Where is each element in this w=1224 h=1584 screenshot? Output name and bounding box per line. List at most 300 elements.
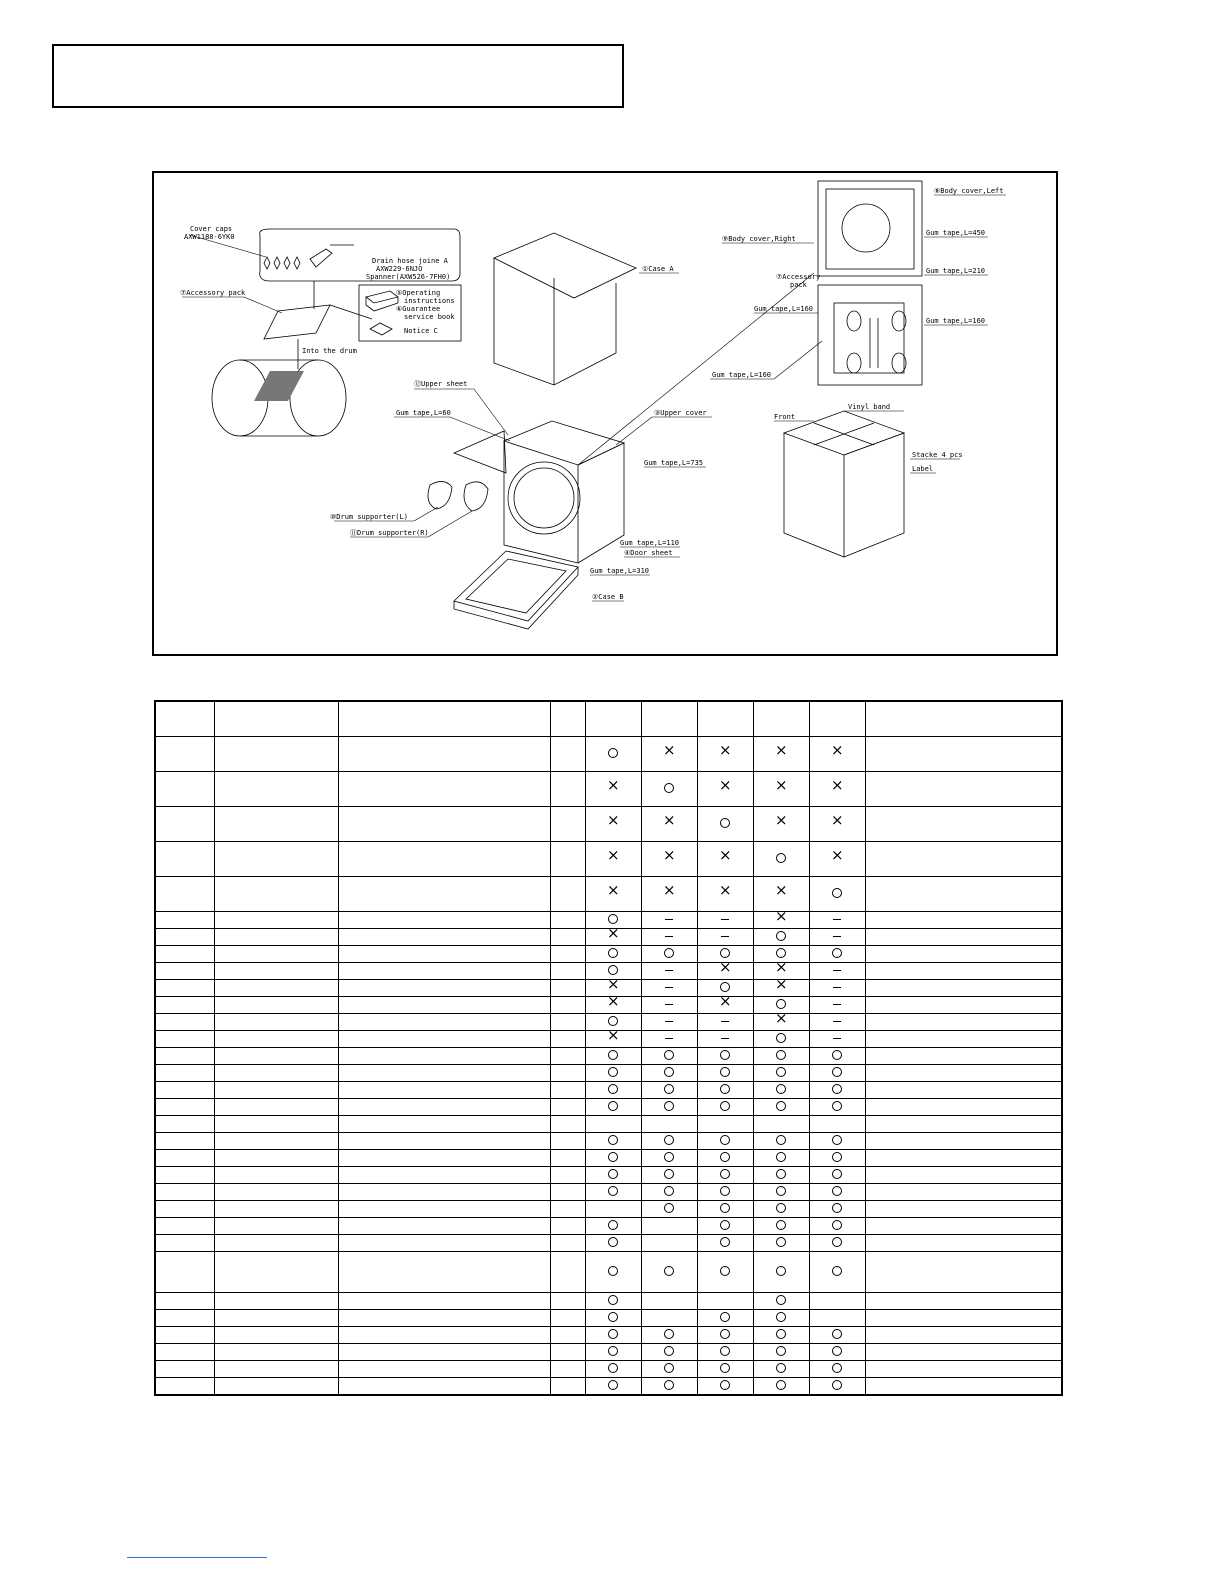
table-cell	[865, 1116, 1062, 1133]
table-cell	[697, 1082, 753, 1099]
table-cell	[338, 1048, 550, 1065]
circle-mark-icon	[664, 1101, 674, 1111]
circle-mark-icon	[832, 1186, 842, 1196]
table-cell	[809, 1293, 865, 1310]
table-cell	[155, 1150, 214, 1167]
drum-supporter-right	[464, 482, 488, 511]
table-cell	[585, 997, 641, 1014]
pack-in-drum	[254, 371, 304, 401]
cross-mark-icon	[720, 853, 730, 863]
dash-mark-icon	[720, 914, 730, 924]
table-cell	[753, 912, 809, 929]
cross-mark-icon	[608, 931, 618, 941]
table-row	[155, 1378, 1062, 1396]
table-row	[155, 1048, 1062, 1065]
table-cell	[641, 1116, 697, 1133]
cross-mark-icon	[664, 748, 674, 758]
table-cell	[697, 1133, 753, 1150]
table-cell	[585, 1133, 641, 1150]
circle-mark-icon	[664, 1203, 674, 1213]
table-cell	[865, 807, 1062, 842]
table-cell	[550, 912, 585, 929]
cross-mark-icon	[832, 748, 842, 758]
table-cell	[753, 807, 809, 842]
dash-mark-icon	[664, 982, 674, 992]
circle-mark-icon	[776, 1050, 786, 1060]
circle-mark-icon	[664, 1084, 674, 1094]
label-body-cover-right: ⑨Body cover,Right	[722, 235, 796, 243]
circle-mark-icon	[776, 948, 786, 958]
circle-mark-icon	[720, 1084, 730, 1094]
table-cell	[550, 1167, 585, 1184]
table-cell	[753, 1014, 809, 1031]
table-cell	[641, 1082, 697, 1099]
circle-mark-icon	[720, 1266, 730, 1276]
circle-mark-icon	[720, 1363, 730, 1373]
table-cell	[809, 1150, 865, 1167]
table-cell	[550, 946, 585, 963]
table-cell	[155, 980, 214, 997]
circle-mark-icon	[720, 1067, 730, 1077]
table-cell	[155, 912, 214, 929]
circle-mark-icon	[832, 1101, 842, 1111]
table-cell	[753, 1235, 809, 1252]
cross-mark-icon	[664, 853, 674, 863]
label-label: Label	[912, 465, 934, 473]
table-cell	[865, 963, 1062, 980]
table-cell	[641, 842, 697, 877]
table-cell	[214, 701, 338, 737]
table-cell	[155, 877, 214, 912]
table-cell	[641, 946, 697, 963]
table-cell	[697, 701, 753, 737]
label-upper-cover: ③Upper cover	[654, 409, 707, 417]
circle-mark-icon	[664, 1186, 674, 1196]
table-cell	[809, 1099, 865, 1116]
table-cell	[641, 1150, 697, 1167]
circle-mark-icon	[720, 1169, 730, 1179]
label-spanner: Spanner(AXW526-7FH0)	[366, 273, 451, 281]
circle-mark-icon	[776, 1033, 786, 1043]
table-cell	[697, 1218, 753, 1235]
label-guarantee: ⑥Guarantee	[396, 305, 441, 313]
cross-mark-icon	[776, 982, 786, 992]
table-row	[155, 1184, 1062, 1201]
table-cell	[214, 1344, 338, 1361]
table-cell	[214, 912, 338, 929]
table-cell	[214, 1065, 338, 1082]
table-cell	[155, 772, 214, 807]
table-cell	[697, 772, 753, 807]
table-cell	[753, 1310, 809, 1327]
table-cell	[585, 1099, 641, 1116]
label-gum-tape-60: Gum tape,L=60	[396, 409, 451, 417]
circle-mark-icon	[832, 1084, 842, 1094]
circle-mark-icon	[720, 1050, 730, 1060]
table-cell	[809, 1133, 865, 1150]
table-cell	[697, 1031, 753, 1048]
cross-mark-icon	[832, 818, 842, 828]
circle-mark-icon	[776, 1380, 786, 1390]
table-cell	[155, 997, 214, 1014]
table-cell	[809, 1252, 865, 1293]
table-cell	[214, 737, 338, 772]
table-cell	[550, 877, 585, 912]
label-drum-supporter-l: ⑩Drum supporter(L)	[330, 513, 408, 521]
table-cell	[585, 1150, 641, 1167]
table-cell	[214, 1133, 338, 1150]
circle-mark-icon	[664, 783, 674, 793]
circle-mark-icon	[664, 1067, 674, 1077]
dash-mark-icon	[832, 914, 842, 924]
circle-mark-icon	[664, 1169, 674, 1179]
table-cell	[155, 737, 214, 772]
table-cell	[550, 737, 585, 772]
circle-mark-icon	[608, 1135, 618, 1145]
table-cell	[753, 772, 809, 807]
table-row	[155, 1167, 1062, 1184]
circle-mark-icon	[720, 1186, 730, 1196]
circle-mark-icon	[832, 1135, 842, 1145]
table-cell	[338, 1218, 550, 1235]
table-cell	[214, 1201, 338, 1218]
table-cell	[809, 1082, 865, 1099]
table-cell	[214, 877, 338, 912]
table-cell	[641, 1293, 697, 1310]
table-cell	[809, 877, 865, 912]
table-cell	[338, 1310, 550, 1327]
circle-mark-icon	[608, 1380, 618, 1390]
label-accessory-pack: ⑦Accessory pack	[180, 289, 246, 297]
table-row	[155, 1344, 1062, 1361]
table-cell	[753, 701, 809, 737]
circle-mark-icon	[776, 1312, 786, 1322]
table-cell	[641, 1310, 697, 1327]
table-cell	[809, 946, 865, 963]
table-cell	[585, 1252, 641, 1293]
label-vinyl-band: Vinyl band	[848, 403, 891, 411]
table-cell	[155, 1361, 214, 1378]
table-cell	[809, 1048, 865, 1065]
table-row	[155, 1150, 1062, 1167]
table-row	[155, 946, 1062, 963]
table-cell	[585, 1378, 641, 1396]
table-cell	[550, 701, 585, 737]
table-cell	[155, 1327, 214, 1344]
label-accessory-pack-2: ⑦Accessory	[776, 273, 821, 281]
table-cell	[214, 772, 338, 807]
table-cell	[697, 1235, 753, 1252]
table-cell	[641, 1048, 697, 1065]
table-cell	[865, 1099, 1062, 1116]
circle-mark-icon	[832, 1237, 842, 1247]
circle-mark-icon	[664, 1266, 674, 1276]
table-cell	[214, 1099, 338, 1116]
table-cell	[809, 912, 865, 929]
table-cell	[641, 1218, 697, 1235]
washer-front	[504, 441, 578, 563]
circle-mark-icon	[720, 1152, 730, 1162]
upper-sheet	[454, 431, 506, 473]
table-cell	[865, 1361, 1062, 1378]
table-cell	[753, 1201, 809, 1218]
table-cell	[809, 1235, 865, 1252]
table-cell	[753, 737, 809, 772]
table-cell	[585, 1310, 641, 1327]
table-row	[155, 877, 1062, 912]
cross-mark-icon	[608, 982, 618, 992]
table-cell	[550, 1344, 585, 1361]
table-cell	[214, 946, 338, 963]
table-cell	[550, 997, 585, 1014]
table-cell	[214, 1252, 338, 1293]
table-cell	[865, 1252, 1062, 1293]
table-cell	[809, 1344, 865, 1361]
table-cell	[155, 1184, 214, 1201]
table-cell	[214, 1167, 338, 1184]
table-cell	[865, 1065, 1062, 1082]
table-cell	[585, 1167, 641, 1184]
label-guarantee-2: service book	[404, 313, 455, 321]
circle-mark-icon	[776, 1266, 786, 1276]
table-cell	[809, 929, 865, 946]
table-cell	[214, 1082, 338, 1099]
table-cell	[550, 1235, 585, 1252]
table-cell	[550, 1218, 585, 1235]
label-gum-tape-735: Gum tape,L=735	[644, 459, 704, 467]
table-row	[155, 1065, 1062, 1082]
table-cell	[550, 1201, 585, 1218]
table-cell	[753, 1133, 809, 1150]
table-cell	[338, 1184, 550, 1201]
label-gum-tape-310: Gum tape,L=310	[590, 567, 650, 575]
table-cell	[550, 1310, 585, 1327]
dash-mark-icon	[720, 931, 730, 941]
table-cell	[865, 912, 1062, 929]
circle-mark-icon	[832, 1220, 842, 1230]
table-cell	[155, 1235, 214, 1252]
table-cell	[338, 1116, 550, 1133]
table-cell	[865, 1293, 1062, 1310]
circle-mark-icon	[664, 1329, 674, 1339]
table-cell	[585, 1048, 641, 1065]
circle-mark-icon	[720, 1380, 730, 1390]
circle-mark-icon	[720, 982, 730, 992]
circle-mark-icon	[776, 853, 786, 863]
table-cell	[697, 1014, 753, 1031]
table-row	[155, 1361, 1062, 1378]
circle-mark-icon	[664, 1363, 674, 1373]
circle-mark-icon	[608, 1050, 618, 1060]
table-cell	[338, 1293, 550, 1310]
upper-cover	[504, 421, 624, 465]
table-cell	[155, 1031, 214, 1048]
table-cell	[155, 1218, 214, 1235]
circle-mark-icon	[776, 1237, 786, 1247]
cross-mark-icon	[720, 888, 730, 898]
circle-mark-icon	[720, 948, 730, 958]
table-cell	[585, 772, 641, 807]
table-cell	[585, 946, 641, 963]
table-cell	[641, 1378, 697, 1396]
cross-mark-icon	[664, 818, 674, 828]
table-cell	[155, 963, 214, 980]
table-cell	[753, 1293, 809, 1310]
table-cell	[809, 963, 865, 980]
table-cell	[753, 980, 809, 997]
table-cell	[865, 877, 1062, 912]
table-cell	[155, 1082, 214, 1099]
table-cell	[753, 1048, 809, 1065]
table-cell	[641, 1133, 697, 1150]
table-cell	[338, 1327, 550, 1344]
cross-mark-icon	[664, 888, 674, 898]
table-cell	[214, 963, 338, 980]
table-cell	[155, 1014, 214, 1031]
circle-mark-icon	[608, 1295, 618, 1305]
table-cell	[585, 1184, 641, 1201]
table-cell	[585, 1082, 641, 1099]
circle-mark-icon	[608, 1237, 618, 1247]
table-cell	[155, 807, 214, 842]
table-cell	[809, 997, 865, 1014]
label-drain-hose: Drain hose joine A	[372, 257, 448, 265]
table-cell	[214, 1218, 338, 1235]
table-cell	[338, 1235, 550, 1252]
cross-mark-icon	[776, 914, 786, 924]
table-cell	[550, 1031, 585, 1048]
circle-mark-icon	[776, 1169, 786, 1179]
table-cell	[865, 772, 1062, 807]
table-cell	[338, 1099, 550, 1116]
table-cell	[214, 1327, 338, 1344]
table-cell	[641, 737, 697, 772]
cross-mark-icon	[776, 888, 786, 898]
circle-mark-icon	[776, 1186, 786, 1196]
table-cell	[809, 1310, 865, 1327]
table-cell	[155, 1201, 214, 1218]
table-cell	[214, 1048, 338, 1065]
cross-mark-icon	[832, 783, 842, 793]
table-cell	[550, 1048, 585, 1065]
stack-top-unit	[818, 181, 922, 276]
table-cell	[809, 807, 865, 842]
table-cell	[338, 1014, 550, 1031]
label-gum-tape-160-c: Gum tape,L=160	[712, 371, 772, 379]
table-cell	[641, 1252, 697, 1293]
table-cell	[753, 1065, 809, 1082]
table-cell	[585, 929, 641, 946]
circle-mark-icon	[664, 1135, 674, 1145]
table-cell	[550, 1327, 585, 1344]
dash-mark-icon	[832, 982, 842, 992]
table-cell	[697, 1201, 753, 1218]
table-cell	[550, 1116, 585, 1133]
table-cell	[338, 963, 550, 980]
table-cell	[214, 1293, 338, 1310]
cross-mark-icon	[608, 783, 618, 793]
table-cell	[753, 1150, 809, 1167]
table-row	[155, 772, 1062, 807]
table-cell	[809, 1116, 865, 1133]
table-cell	[753, 1116, 809, 1133]
pallet-top	[784, 411, 904, 455]
table-cell	[865, 997, 1062, 1014]
table-cell	[865, 1184, 1062, 1201]
cross-mark-icon	[720, 748, 730, 758]
table-cell	[155, 1293, 214, 1310]
table-cell	[214, 1150, 338, 1167]
label-operating-2: instructions	[404, 297, 455, 305]
table-cell	[585, 1065, 641, 1082]
circle-mark-icon	[832, 1380, 842, 1390]
circle-mark-icon	[608, 948, 618, 958]
table-row	[155, 842, 1062, 877]
table-cell	[697, 912, 753, 929]
table-cell	[753, 1252, 809, 1293]
table-row	[155, 1031, 1062, 1048]
table-cell	[214, 1014, 338, 1031]
table-cell	[338, 1344, 550, 1361]
circle-mark-icon	[720, 1203, 730, 1213]
washer-side	[578, 443, 624, 563]
table-row	[155, 1082, 1062, 1099]
table-cell	[550, 807, 585, 842]
table-cell	[697, 877, 753, 912]
table-cell	[697, 1310, 753, 1327]
notice-icon	[370, 323, 392, 335]
washer-door	[508, 462, 580, 534]
table-cell	[809, 772, 865, 807]
table-cell	[697, 1150, 753, 1167]
table-cell	[585, 701, 641, 737]
table-cell	[585, 1235, 641, 1252]
circle-mark-icon	[720, 1220, 730, 1230]
cross-mark-icon	[776, 783, 786, 793]
table-cell	[697, 1252, 753, 1293]
circle-mark-icon	[664, 1380, 674, 1390]
circle-mark-icon	[832, 1169, 842, 1179]
table-row	[155, 1116, 1062, 1133]
dash-mark-icon	[664, 914, 674, 924]
spanner-icon	[310, 245, 354, 267]
table-cell	[865, 1378, 1062, 1396]
table-cell	[585, 807, 641, 842]
dash-mark-icon	[720, 1016, 730, 1026]
table-cell	[697, 1048, 753, 1065]
label-stacke: Stacke 4 pcs	[912, 451, 963, 459]
cross-mark-icon	[776, 748, 786, 758]
circle-mark-icon	[608, 1220, 618, 1230]
table-cell	[155, 1252, 214, 1293]
table-row	[155, 1327, 1062, 1344]
table-cell	[550, 1014, 585, 1031]
table-cell	[809, 1014, 865, 1031]
table-cell	[753, 1099, 809, 1116]
table-cell	[809, 1327, 865, 1344]
circle-mark-icon	[832, 948, 842, 958]
table-cell	[585, 1116, 641, 1133]
label-drum-supporter-r: ⑪Drum supporter(R)	[350, 529, 429, 537]
table-cell	[865, 946, 1062, 963]
table-cell	[641, 1167, 697, 1184]
table-cell	[214, 1378, 338, 1396]
table-cell	[550, 1361, 585, 1378]
table-cell	[338, 1201, 550, 1218]
table-cell	[809, 1201, 865, 1218]
dash-mark-icon	[664, 1016, 674, 1026]
table-cell	[865, 1327, 1062, 1344]
